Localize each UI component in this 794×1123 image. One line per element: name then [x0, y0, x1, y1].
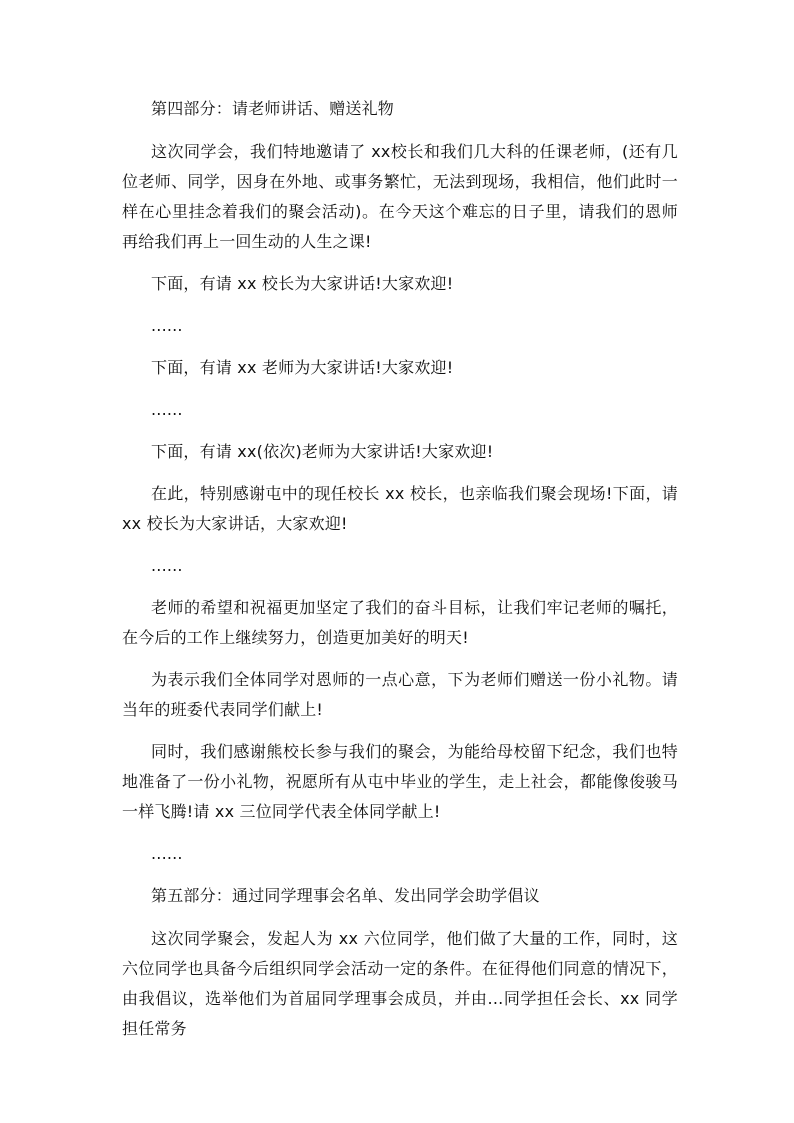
document-body	[122, 94, 678, 1056]
paragraph-principal-speech: 下面，有请 xx 校长为大家讲话!大家欢迎!	[151, 274, 454, 293]
section-heading-part-four: 第四部分：请老师讲话、赠送礼物	[151, 99, 395, 118]
paragraph-current-principal: 在此，特别感谢屯中的现任校长 xx 校长，也亲临我们聚会现场!下面，请 xx 校长为大家讲话，大家欢迎!	[122, 484, 678, 533]
paragraph-gift-to-teachers: 为表示我们全体同学对恩师的一点心意，下为老师们赠送一份小礼物。请当年的班委代表同学们献上!	[122, 670, 678, 719]
paragraph-council-proposal: 这次同学聚会，发起人为 xx 六位同学，他们做了大量的工作，同时，这六位同学也具备今后组织同学会活动一定的条件。在征得他们同意的情况下，由我倡议，选举他们为首届同学理事会成员，并由...同学担任会长、xx 同学担任常务	[122, 929, 678, 1038]
section-heading-part-five: 第五部分：通过同学理事会名单、发出同学会助学倡议	[151, 886, 540, 905]
ellipsis-4: ......	[151, 844, 183, 863]
paragraph-teacher-wishes: 老师的希望和祝福更加坚定了我们的奋斗目标，让我们牢记老师的嘱托，在今后的工作上继续努力，创造更加美好的明天!	[122, 598, 678, 647]
paragraph-invitation: 这次同学会，我们特地邀请了 xx校长和我们几大科的任课老师，(还有几位老师、同学，因身在外地、或事务繁忙，无法到现场，我相信，他们此时一样在心里挂念着我们的聚会活动)。在今天这个难忘的日子里，请我们的恩师再给我们再上一回生动的人生之课!	[122, 142, 678, 251]
paragraph-gift-to-school: 同时，我们感谢熊校长参与我们的聚会，为能给母校留下纪念，我们也特地准备了一份小礼物，祝愿所有从屯中毕业的学生，走上社会，都能像俊骏马一样飞腾!请 xx 三位同学代表全体同学献上!	[122, 742, 678, 821]
ellipsis-2: ......	[151, 400, 183, 419]
ellipsis-1: ......	[151, 316, 183, 335]
paragraph-teachers-in-turn: 下面，有请 xx(依次)老师为大家讲话!大家欢迎!	[151, 442, 494, 461]
ellipsis-3: ......	[151, 556, 183, 575]
paragraph-teacher-speech: 下面，有请 xx 老师为大家讲话!大家欢迎!	[151, 358, 454, 377]
